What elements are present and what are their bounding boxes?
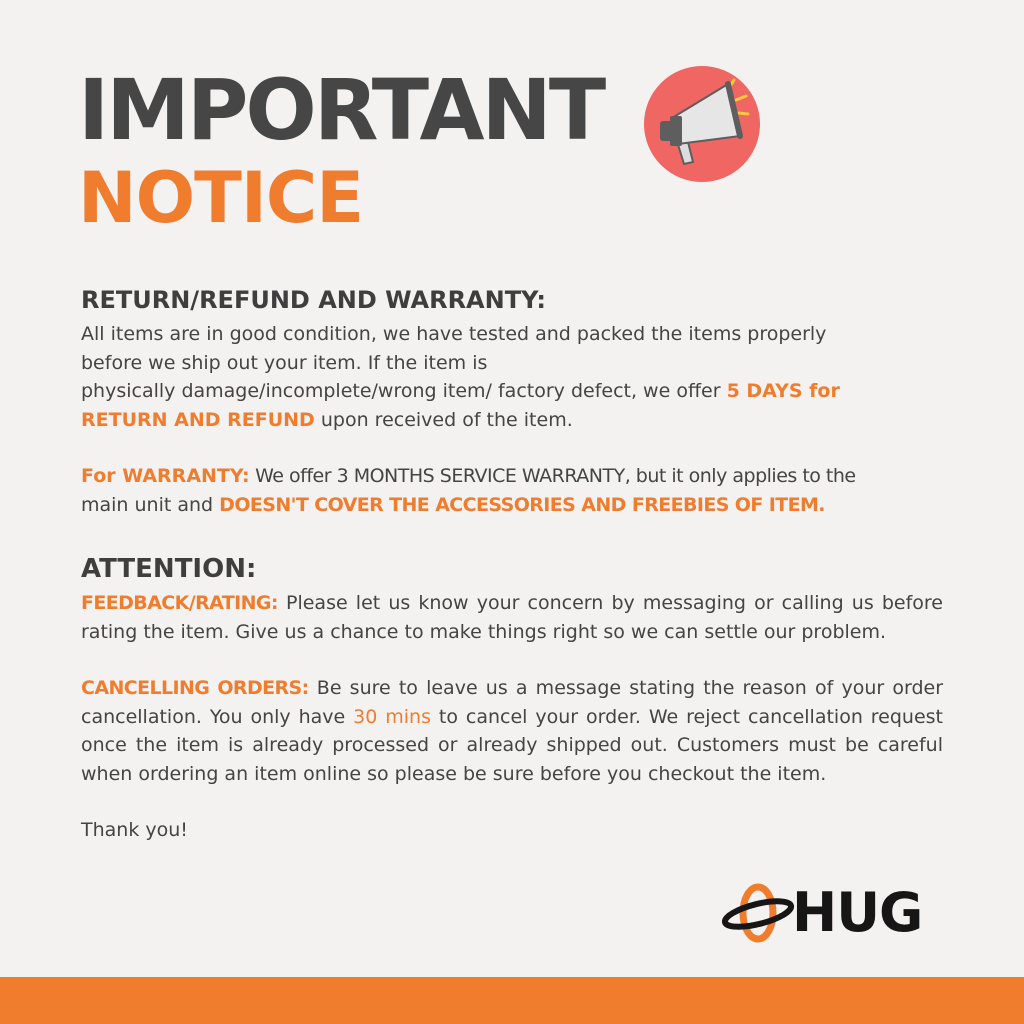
thank-you-text: Thank you! <box>81 819 188 841</box>
return-refund-highlight: RETURN AND REFUND <box>81 408 315 431</box>
cancelling-label: CANCELLING ORDERS: <box>81 677 309 699</box>
title-important: IMPORTANT <box>78 61 604 159</box>
megaphone-icon <box>644 66 760 182</box>
feedback-paragraph <box>81 589 943 646</box>
notice-content <box>81 280 943 845</box>
return-tail: upon received of the item. <box>314 408 573 431</box>
attention-heading: ATTENTION: <box>81 554 257 584</box>
feedback-label: FEEDBACK/RATING: <box>81 592 278 614</box>
warranty-paragraph <box>81 462 943 519</box>
warranty-text-b: main unit and <box>81 493 220 516</box>
bottom-accent-bar <box>0 977 1024 1024</box>
cancelling-text-a: Be sure to leave us a message stating the reason of your order cancellation. You only have <box>81 677 943 728</box>
feedback-text: Please let us know your concern by messaging or calling us before rating the item. Give us a chance to make things right so we can settle our problem. <box>81 592 943 643</box>
return-paragraph <box>81 320 943 434</box>
return-line-1: All items are in good condition, we have tested and packed the items properly <box>81 323 827 345</box>
warranty-exclusion-highlight: DOESN'T COVER THE ACCESSORIES AND FREEBIES OF ITEM. <box>219 493 825 516</box>
warranty-text-a: We offer 3 MONTHS SERVICE WARRANTY, but it only applies to the <box>249 465 856 487</box>
return-refund-heading: RETURN/REFUND AND WARRANTY: <box>81 286 546 314</box>
logo-text: HUG <box>792 881 923 944</box>
warranty-label: For WARRANTY: <box>81 465 250 487</box>
cancel-time-highlight: 30 mins <box>353 705 431 728</box>
cancelling-paragraph <box>81 674 943 788</box>
return-line-2: before we ship out your item. If the item is <box>81 351 488 374</box>
title-notice: NOTICE <box>78 157 364 239</box>
return-line-3: physically damage/incomplete/wrong item/ factory defect, we offer <box>81 380 727 402</box>
orbit-ring-icon <box>722 880 798 946</box>
hug-logo <box>722 880 950 946</box>
return-days-highlight: 5 DAYS for <box>726 380 840 402</box>
cancelling-text-b: to cancel your order. We reject cancellation request once the item is already processed or already shipped out. Customers must be careful when ordering an item online so please be sure before you checkout the item. <box>81 705 944 785</box>
